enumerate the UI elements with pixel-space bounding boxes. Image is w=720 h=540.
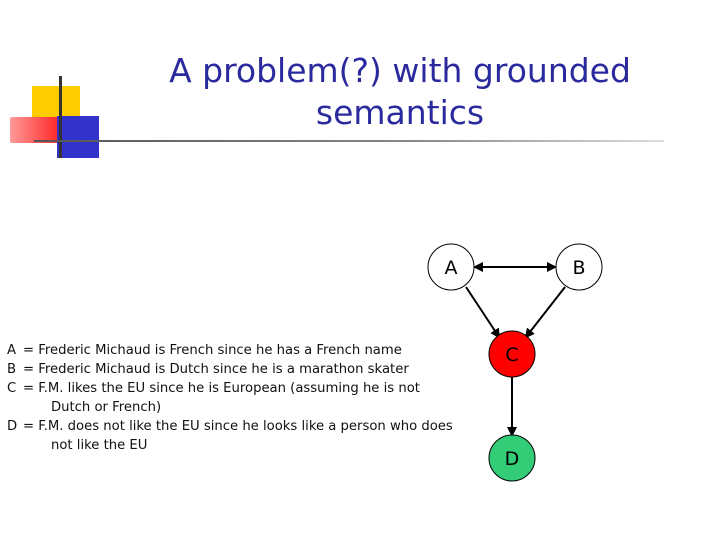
edge-b-c [526, 287, 565, 337]
title-line-2: semantics [315, 93, 485, 132]
definition-key: B [7, 362, 17, 377]
definition-key: C [7, 381, 17, 396]
node-c-label: C [505, 344, 519, 366]
node-c [489, 331, 535, 377]
node-b-label: B [572, 257, 586, 279]
definition-text: = F.M. likes the EU since he is European (assuming he is not Dutch or French) [23, 381, 420, 415]
definition-text: = F.M. does not like the EU since he looks like a person who does not like the EU [23, 419, 453, 453]
definition-text: = Frederic Michaud is French since he has a French name [23, 343, 402, 358]
node-a-label: A [444, 257, 458, 279]
definition-key: D [7, 419, 18, 434]
node-d-label: D [504, 448, 520, 470]
title-line-1: A problem(?) with grounded [169, 51, 631, 90]
definition-text: = Frederic Michaud is Dutch since he is a marathon skater [23, 362, 409, 377]
node-d [489, 435, 535, 481]
edge-a-c [466, 287, 499, 337]
node-b [556, 244, 602, 290]
definition-key: A [7, 343, 17, 358]
node-a [428, 244, 474, 290]
